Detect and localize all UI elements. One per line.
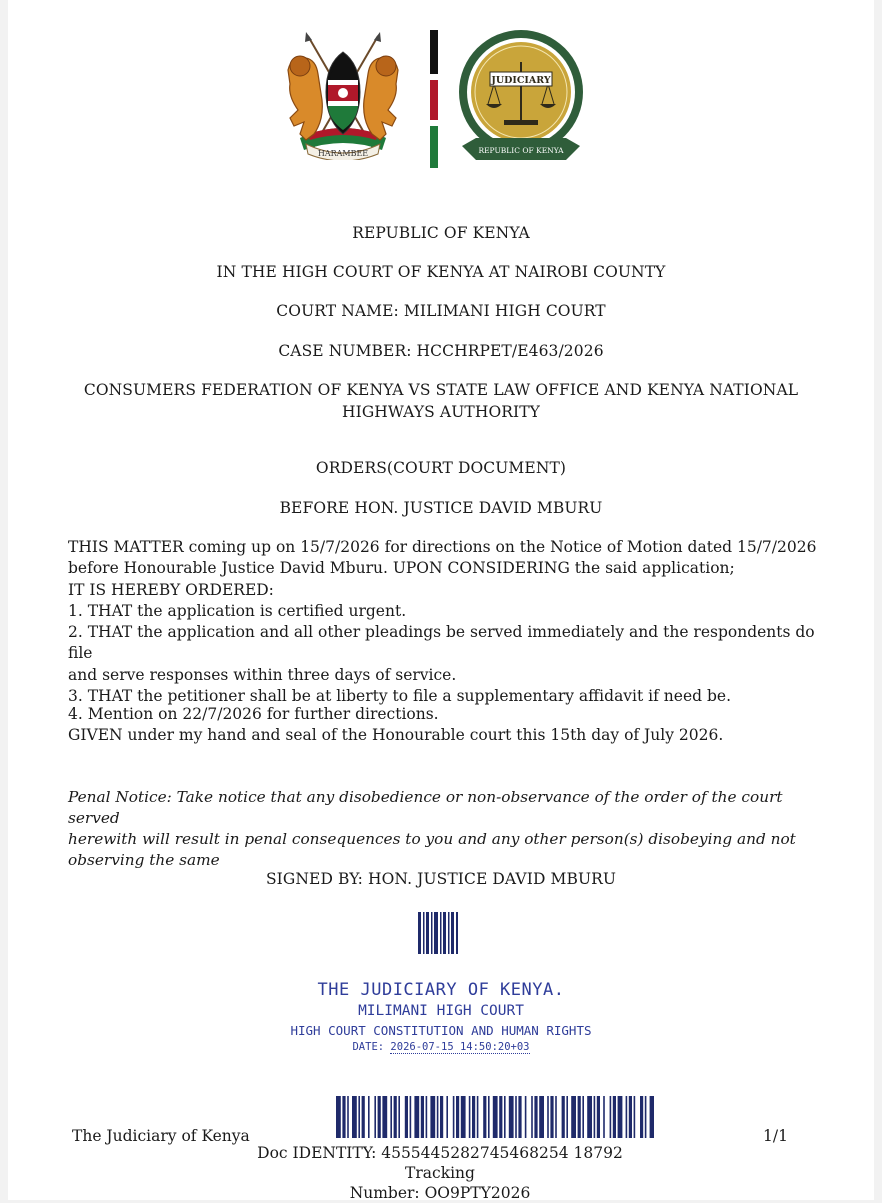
stamp-title: THE JUDICIARY OF KENYA. bbox=[317, 980, 565, 1000]
order-line: 3. THAT the petitioner shall be at liberty to file a supplementary affidavit if need be. bbox=[68, 687, 731, 706]
judiciary-badge-logo bbox=[456, 28, 586, 168]
kenya-coat-of-arms-logo bbox=[278, 30, 408, 160]
kenya-flag-bar bbox=[430, 30, 438, 168]
footer-organization: The Judiciary of Kenya bbox=[72, 1127, 250, 1145]
court-name: COURT NAME: MILIMANI HIGH COURT bbox=[276, 302, 606, 320]
penal-notice-line: herewith will result in penal consequences to you and any other person(s) disobeying and not bbox=[68, 830, 796, 848]
order-body bbox=[68, 537, 818, 707]
order-line: IT IS HEREBY ORDERED: bbox=[68, 580, 274, 599]
parties-line-2: HIGHWAYS AUTHORITY bbox=[341, 403, 541, 421]
parties-line-1: CONSUMERS FEDERATION OF KENYA VS STATE LAW OFFICE AND KENYA NATIONAL bbox=[83, 381, 799, 399]
order-line: 1. THAT the application is certified urgent. bbox=[68, 601, 407, 620]
tracking-barcode-icon bbox=[336, 1096, 654, 1138]
stamp-date-value: 2026-07-15 14:50:20+03 bbox=[390, 1041, 530, 1053]
order-line: 4. Mention on 22/7/2026 for further directions. bbox=[68, 705, 439, 723]
small-barcode-icon bbox=[418, 912, 460, 954]
stamp-court: MILIMANI HIGH COURT bbox=[358, 1003, 524, 1019]
penal-notice-line: observing the same bbox=[68, 851, 220, 869]
stamp-division: HIGH COURT CONSTITUTION AND HUMAN RIGHTS bbox=[290, 1023, 592, 1038]
court-heading: IN THE HIGH COURT OF KENYA AT NAIROBI COUNTY bbox=[216, 263, 666, 281]
tracking-number-line: Number: OO9PTY2026 bbox=[349, 1184, 531, 1202]
republic-heading: REPUBLIC OF KENYA bbox=[352, 224, 530, 242]
penal-notice bbox=[68, 787, 818, 871]
order-body-continued bbox=[68, 704, 818, 747]
header-emblems bbox=[8, 22, 874, 172]
order-line: THIS MATTER coming up on 15/7/2026 for directions on the Notice of Motion dated 15/7/2026 bbox=[68, 538, 817, 556]
svg-text:JUDICIARY: JUDICIARY bbox=[491, 75, 551, 86]
penal-notice-line: Penal Notice: Take notice that any disobedience or non-observance of the order of the court served bbox=[68, 788, 783, 827]
doc-identity-line: Doc IDENTITY: 4555445282745468254 18792 Tracking bbox=[257, 1144, 623, 1182]
svg-text:REPUBLIC OF KENYA: REPUBLIC OF KENYA bbox=[478, 146, 564, 155]
order-line: and serve responses within three days of service. bbox=[68, 665, 457, 684]
stamp-date bbox=[208, 1041, 674, 1053]
order-line: before Honourable Justice David Mburu. UPON CONSIDERING the said application; bbox=[68, 559, 735, 578]
document-identity bbox=[238, 1143, 642, 1203]
svg-text:HARAMBEE: HARAMBEE bbox=[317, 149, 369, 158]
order-line: 2. THAT the application and all other pleadings be served immediately and the respondents do file bbox=[68, 623, 815, 663]
before-judge: BEFORE HON. JUSTICE DAVID MBURU bbox=[279, 499, 603, 517]
order-line: GIVEN under my hand and seal of the Honourable court this 15th day of July 2026. bbox=[68, 726, 724, 745]
page-number: 1/1 bbox=[763, 1127, 788, 1145]
document-page bbox=[8, 0, 874, 1200]
document-type: ORDERS(COURT DOCUMENT) bbox=[315, 459, 567, 477]
case-number: CASE NUMBER: HCCHRPET/E463/2026 bbox=[278, 342, 604, 360]
signed-by: SIGNED BY: HON. JUSTICE DAVID MBURU bbox=[265, 870, 617, 888]
stamp-date-label: DATE: bbox=[352, 1041, 385, 1053]
